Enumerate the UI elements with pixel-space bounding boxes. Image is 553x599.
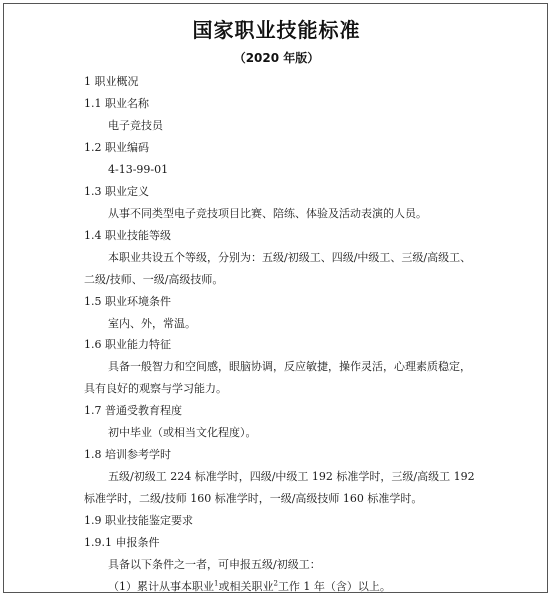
item-text: （1）累计从事本职业 <box>108 580 214 593</box>
section-heading: 1.9.1 申报条件 <box>84 536 160 549</box>
body-text: 具备以下条件之一者，可申报五级/初级工： <box>108 558 321 571</box>
body-text: 从事不同类型电子竞技项目比赛、陪练、体验及活动表演的人员。 <box>108 207 427 220</box>
body-text: 室内、外，常温。 <box>108 317 196 330</box>
footnote-marker: 1 <box>214 579 219 588</box>
body-text: 具有良好的观察与学习能力。 <box>84 382 227 395</box>
body-text: 二级/技师、一级/高级技师。 <box>84 273 224 286</box>
body-text: 4-13-99-01 <box>108 163 169 176</box>
section-heading: 1.9 职业技能鉴定要求 <box>84 514 193 527</box>
footnote-marker: 2 <box>273 579 278 588</box>
body-text: 本职业共设五个等级，分别为：五级/初级工、四级/中级工、三级/高级工、 <box>108 251 472 264</box>
numbered-item <box>108 580 391 594</box>
section-heading: 1.3 职业定义 <box>84 185 149 198</box>
section-heading: 1.2 职业编码 <box>84 141 149 154</box>
section-heading: 1.8 培训参考学时 <box>84 448 171 461</box>
section-heading: 1.4 职业技能等级 <box>84 229 171 242</box>
document-edition: （2020 年版） <box>233 51 320 65</box>
section-heading: 1.6 职业能力特征 <box>84 338 171 351</box>
body-text: 初中毕业（或相当文化程度）。 <box>108 426 257 439</box>
body-text: 标准学时，二级/技师 160 标准学时，一级/高级技师 160 标准学时。 <box>84 492 423 505</box>
body-text: 五级/初级工 224 标准学时，四级/中级工 192 标准学时，三级/高级工 192 <box>108 470 475 483</box>
body-text: 具备一般智力和空间感，眼脑协调，反应敏捷，操作灵活，心理素质稳定， <box>108 360 471 373</box>
section-heading: 1.1 职业名称 <box>84 97 149 110</box>
section-heading: 1 职业概况 <box>84 75 139 88</box>
item-text: 工作 1 年（含）以上。 <box>277 580 391 593</box>
section-heading: 1.7 普通受教育程度 <box>84 404 182 417</box>
document-title: 国家职业技能标准 <box>192 18 361 42</box>
item-text: 或相关职业 <box>218 580 274 593</box>
body-text: 电子竞技员 <box>108 119 163 132</box>
section-heading: 1.5 职业环境条件 <box>84 295 171 308</box>
